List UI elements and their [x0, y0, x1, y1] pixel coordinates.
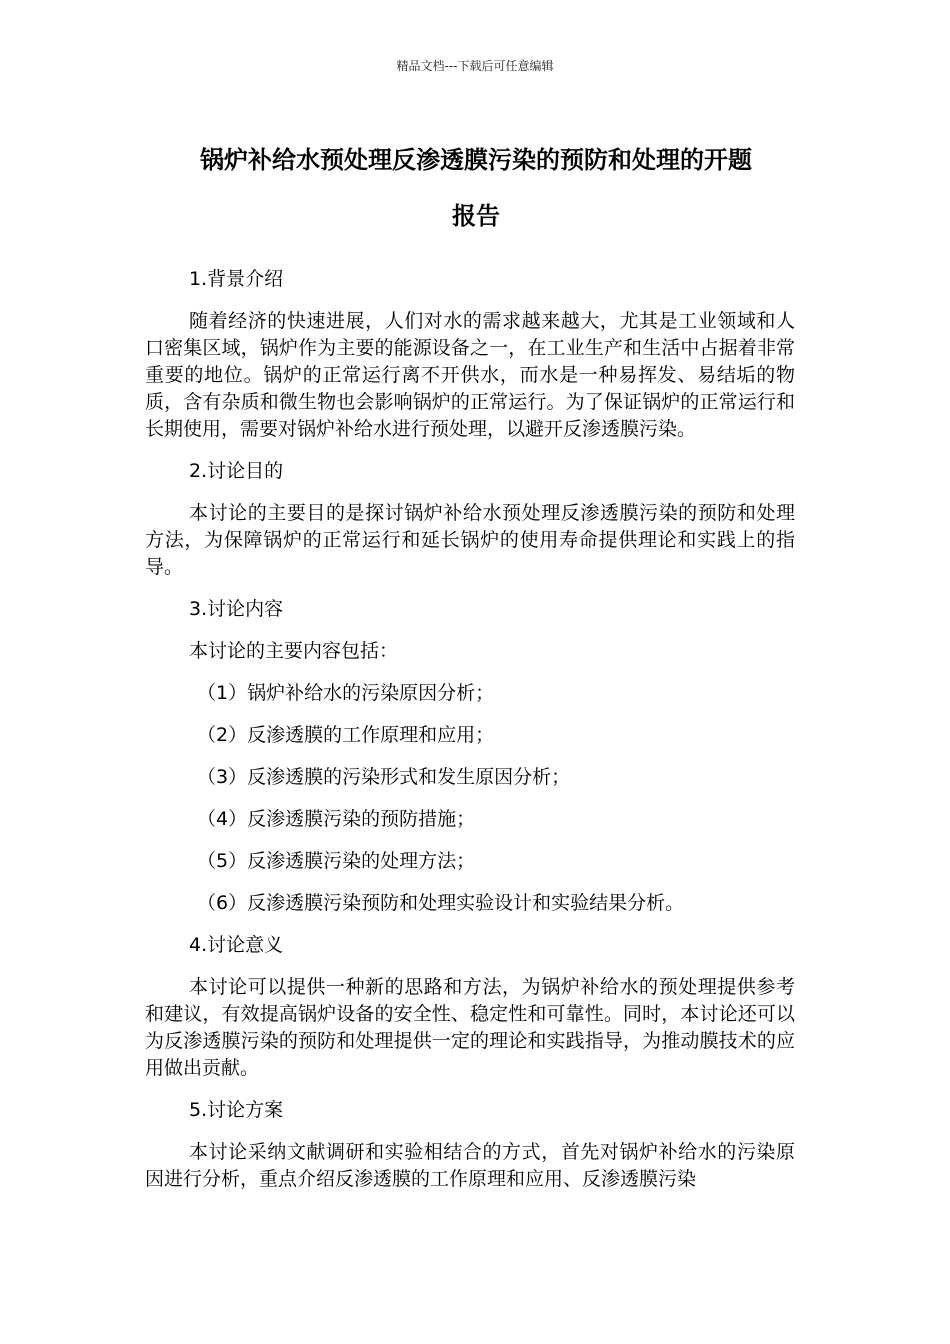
document-title	[145, 132, 807, 244]
list-item: （4）反渗透膜污染的预防措施；	[197, 808, 476, 830]
section-intro-content: 本讨论的主要内容包括：	[189, 640, 399, 662]
section-paragraph-background: 随着经济的快速进展，人们对水的需求越来越大，尤其是工业领域和人口密集区域，锅炉作为主要的能源设备之一，在工业生产和生活中占据着非常重要的地位。锅炉的正常运行离不开供水，而水是一种易挥发、易结垢的物质，含有杂质和微生物也会影响锅炉的正常运行。为了保证锅炉的正常运行和长期使用，需要对锅炉补给水进行预处理，以避开反渗透膜污染。	[145, 310, 795, 440]
section-paragraph-purpose: 本讨论的主要目的是探讨锅炉补给水预处理反渗透膜污染的预防和处理方法，为保障锅炉的正常运行和延长锅炉的使用寿命提供理论和实践上的指导。	[145, 502, 795, 578]
list-item: （3）反渗透膜的污染形式和发生原因分析；	[197, 766, 571, 788]
section-paragraph-plan: 本讨论采纳文献调研和实验相结合的方式，首先对锅炉补给水的污染原因进行分析，重点介绍反渗透膜的工作原理和应用、反渗透膜污染	[145, 1141, 795, 1190]
section-heading-significance: 4.讨论意义	[189, 934, 284, 956]
section-heading-background: 1.背景介绍	[189, 268, 284, 290]
list-item: （5）反渗透膜污染的处理方法；	[197, 850, 476, 872]
section-heading-content: 3.讨论内容	[189, 598, 284, 620]
list-item: （6）反渗透膜污染预防和处理实验设计和实验结果分析。	[197, 892, 685, 914]
header-note: 精品文档---下载后可任意编辑	[396, 59, 554, 73]
title-line-1: 锅炉补给水预处理反渗透膜污染的预防和处理的开题	[200, 146, 752, 174]
title-line-2: 报告	[452, 202, 500, 230]
document-body	[145, 266, 795, 1208]
section-paragraph-significance: 本讨论可以提供一种新的思路和方法，为锅炉补给水的预处理提供参考和建议，有效提高锅炉设备的安全性、稳定性和可靠性。同时，本讨论还可以为反渗透膜污染的预防和处理提供一定的理论和实践指导，为推动膜技术的应用做出贡献。	[145, 976, 795, 1079]
section-heading-plan: 5.讨论方案	[189, 1099, 284, 1121]
section-heading-purpose: 2.讨论目的	[189, 460, 284, 482]
list-item: （1）锅炉补给水的污染原因分析；	[197, 682, 495, 704]
list-item: （2）反渗透膜的工作原理和应用；	[197, 724, 495, 746]
